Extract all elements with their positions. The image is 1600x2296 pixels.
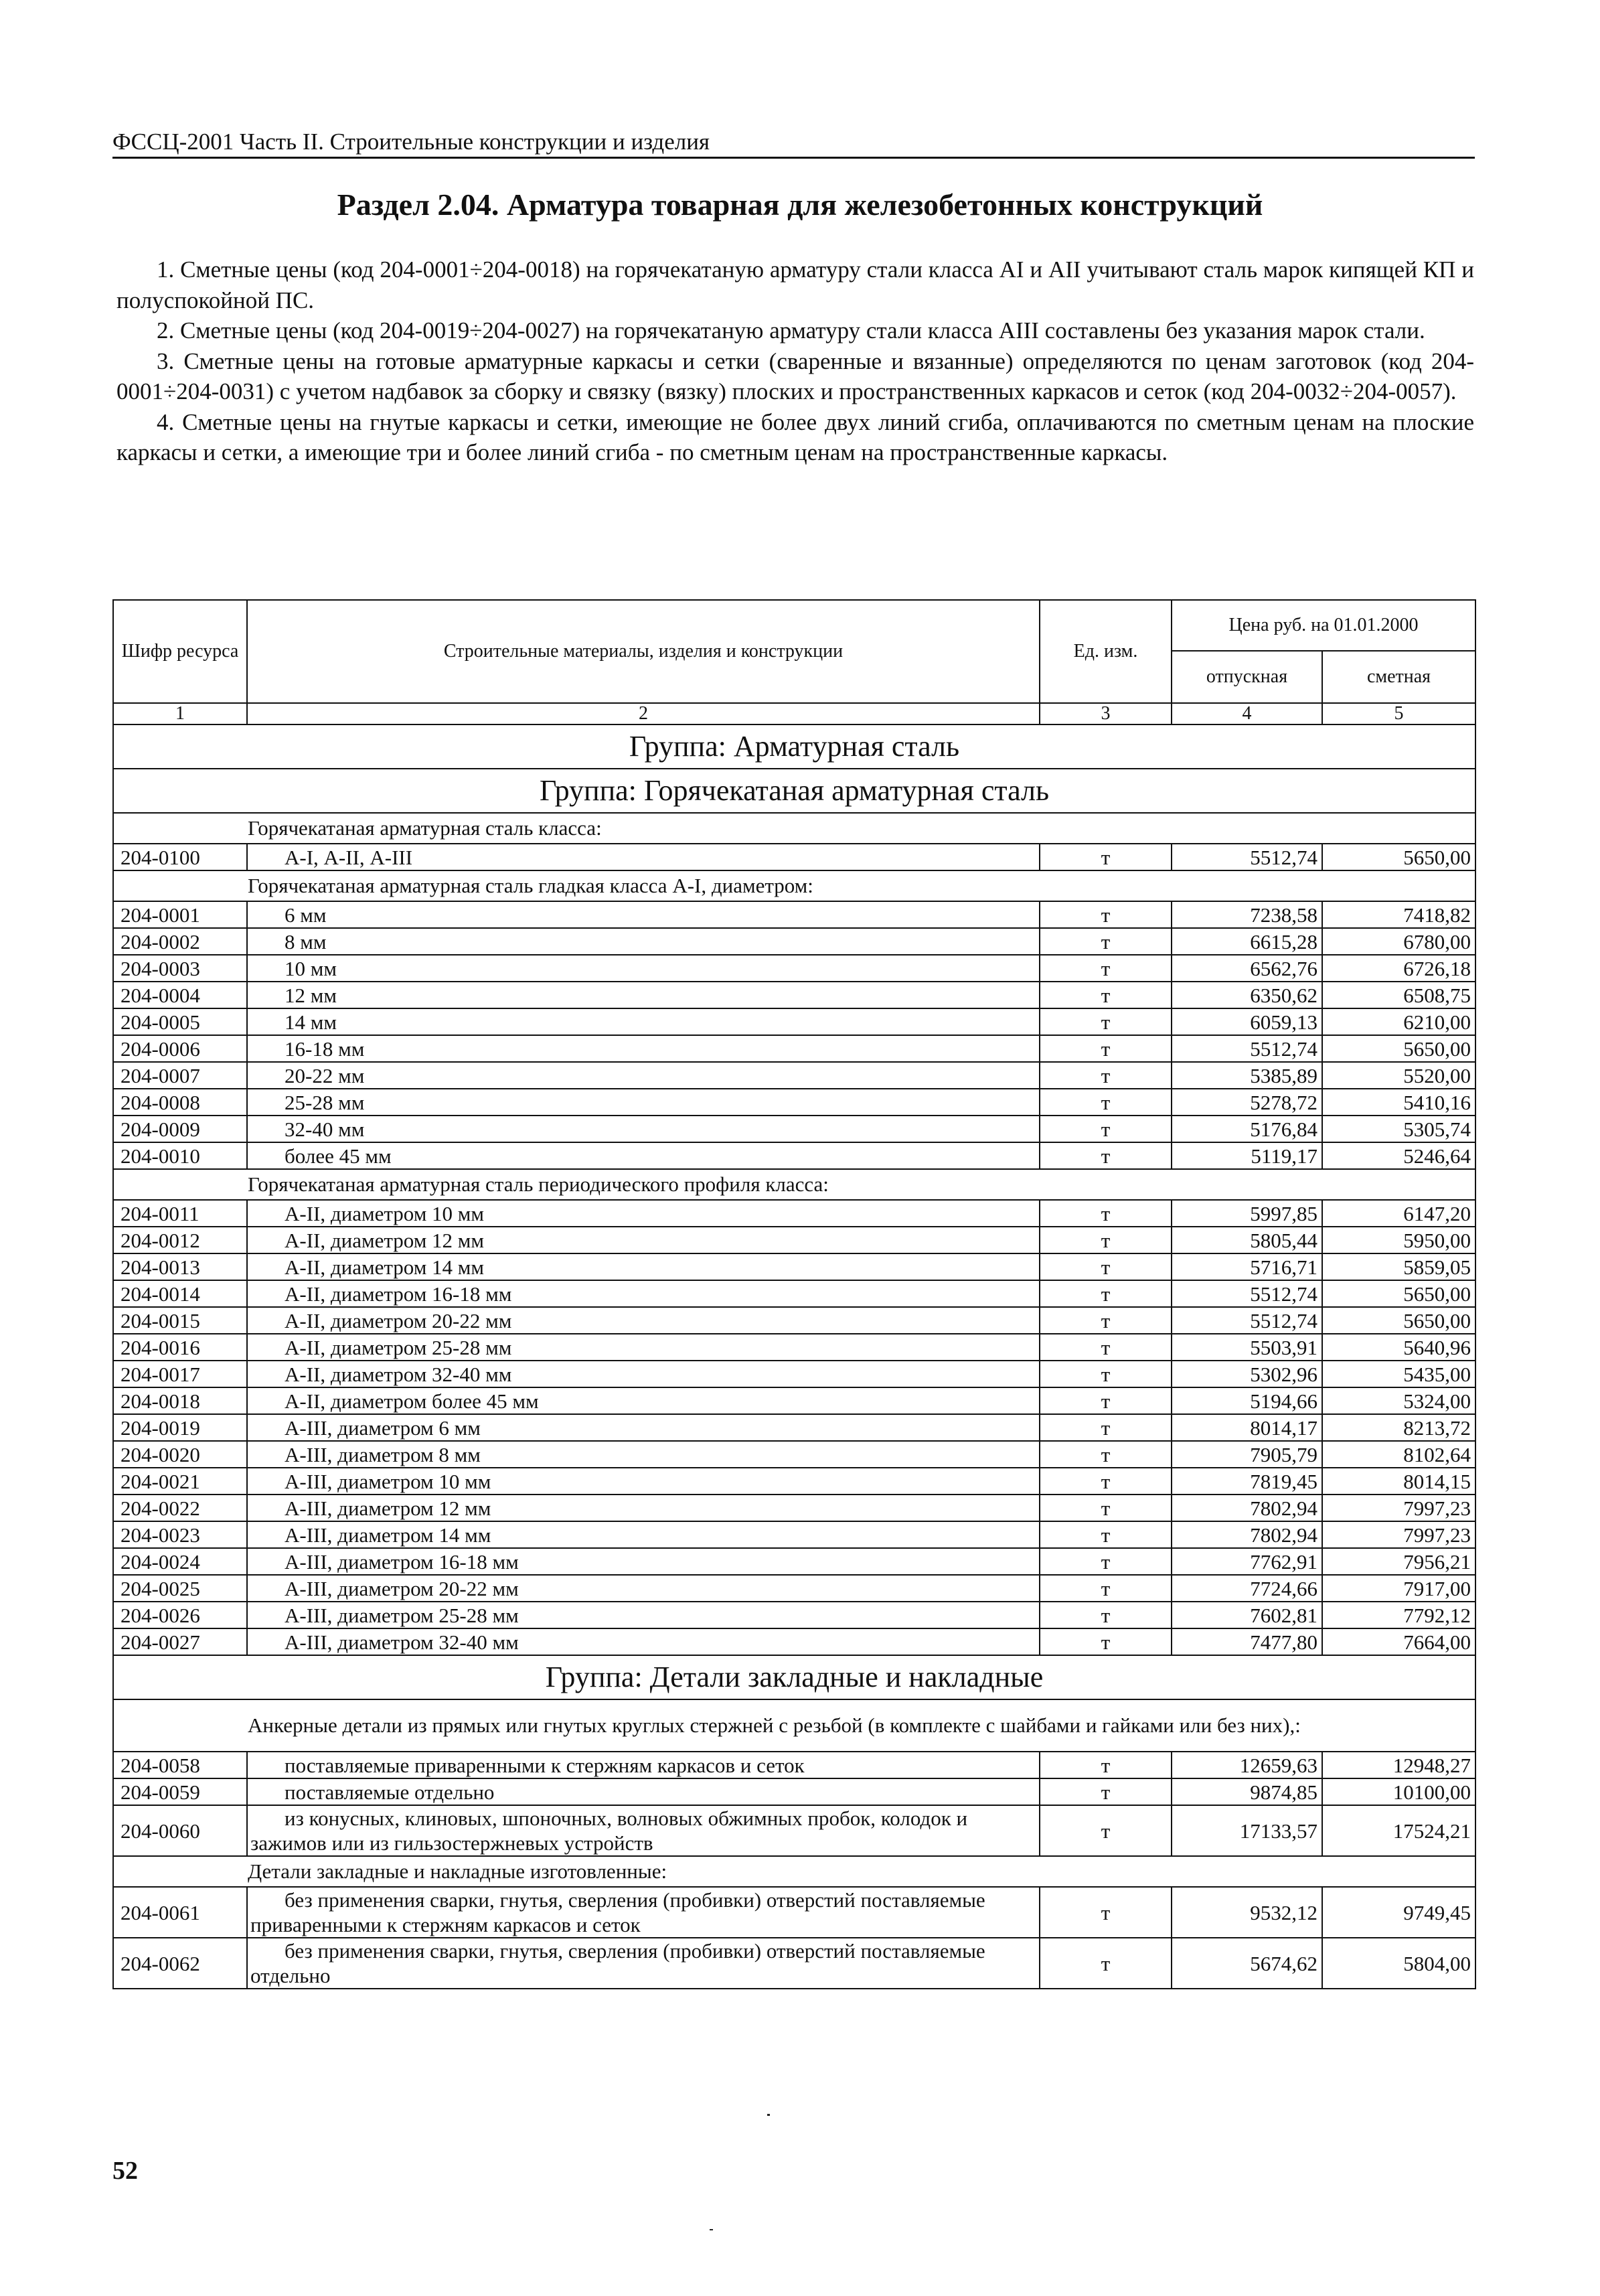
estimate-price: 8014,15 [1322,1468,1475,1495]
item-name: А-III, диаметром 8 мм [247,1441,1040,1468]
resource-code: 204-0059 [113,1778,247,1805]
item-name: 20-22 мм [247,1062,1040,1089]
estimate-price: 5246,64 [1322,1142,1475,1169]
estimate-price: 6210,00 [1322,1008,1475,1035]
item-name: А-II, диаметром 16-18 мм [247,1280,1040,1307]
release-price: 7477,80 [1172,1628,1322,1655]
table-row [113,1628,1475,1655]
subheading: Детали закладные и накладные изготовленные: [113,1856,1475,1887]
release-price: 5716,71 [1172,1253,1322,1280]
item-name: 25-28 мм [247,1089,1040,1116]
estimate-price: 9749,45 [1322,1887,1475,1938]
item-name: 16-18 мм [247,1035,1040,1062]
table-row [113,955,1475,982]
unit: т [1040,1602,1172,1628]
release-price: 17133,57 [1172,1805,1322,1856]
table-row [113,1521,1475,1548]
unit: т [1040,1752,1172,1778]
note-4: 4. Сметные цены на гнутые каркасы и сетки, имеющие не более двух линий сгиба, оплачиваются по сметным ценам на плоские каркасы и сетки, а имеющие три и более линий сгиба - по сметным ценам на пространственные каркасы. [116,408,1474,465]
item-name: 12 мм [247,982,1040,1008]
table-header-row [113,600,1475,651]
estimate-price: 17524,21 [1322,1805,1475,1856]
table-row [113,844,1475,870]
note-3: 3. Сметные цены на готовые арматурные каркасы и сетки (сваренные и вязанные) определяются по ценам заготовок (код 204-0001÷204-0031) с учетом надбавок за сборку и связку (вязку) плоских и пространственных каркасов и сеток (код 204-0032÷204-0057). [116,348,1474,404]
group-heading: Группа: Детали закладные и накладные [113,1655,1475,1699]
resource-code: 204-0062 [113,1938,247,1989]
estimate-price: 5804,00 [1322,1938,1475,1989]
resource-code: 204-0100 [113,844,247,870]
item-name: более 45 мм [247,1142,1040,1169]
release-price: 7802,94 [1172,1521,1322,1548]
estimate-price: 8213,72 [1322,1414,1475,1441]
release-price: 9874,85 [1172,1778,1322,1805]
item-name: 32-40 мм [247,1116,1040,1142]
release-price: 5512,74 [1172,1307,1322,1334]
resource-code: 204-0007 [113,1062,247,1089]
unit: т [1040,1307,1172,1334]
release-price: 6615,28 [1172,928,1322,955]
unit: т [1040,1035,1172,1062]
unit: т [1040,1062,1172,1089]
table-row [113,1495,1475,1521]
subheading: Горячекатаная арматурная сталь класса: [113,813,1475,844]
estimate-price: 6726,18 [1322,955,1475,982]
subheading-row [113,1169,1475,1200]
column-header-price-group: Цена руб. на 01.01.2000 [1172,600,1475,651]
scan-artifact [710,2229,713,2230]
table-row [113,1938,1475,1989]
release-price: 5385,89 [1172,1062,1322,1089]
resource-code: 204-0004 [113,982,247,1008]
estimate-price: 5435,00 [1322,1361,1475,1387]
unit: т [1040,1280,1172,1307]
unit: т [1040,1334,1172,1361]
estimate-price: 7664,00 [1322,1628,1475,1655]
column-header-name: Строительные материалы, изделия и конструкции [247,600,1040,703]
resource-code: 204-0005 [113,1008,247,1035]
subheading: Анкерные детали из прямых или гнутых круглых стержней с резьбой (в комплекте с шайбами и гайками или без них),: [113,1699,1475,1752]
release-price: 6350,62 [1172,982,1322,1008]
group-heading-row [113,1655,1475,1699]
item-name: А-II, диаметром 14 мм [247,1253,1040,1280]
release-price: 5997,85 [1172,1200,1322,1227]
resource-code: 204-0025 [113,1575,247,1602]
estimate-price: 7956,21 [1322,1548,1475,1575]
estimate-price: 10100,00 [1322,1778,1475,1805]
table-row [113,1414,1475,1441]
unit: т [1040,1805,1172,1856]
table-row [113,1142,1475,1169]
estimate-price: 12948,27 [1322,1752,1475,1778]
item-name: А-II, диаметром 12 мм [247,1227,1040,1253]
estimate-price: 5650,00 [1322,844,1475,870]
item-name: А-I, А-II, А-III [247,844,1040,870]
item-name: без применения сварки, гнутья, сверления (пробивки) отверстий поставляемые приваренными к стержням каркасов и сеток [247,1887,1040,1938]
estimate-price: 7792,12 [1322,1602,1475,1628]
page-number: 52 [112,2157,138,2185]
unit: т [1040,1628,1172,1655]
unit: т [1040,1887,1172,1938]
unit: т [1040,1441,1172,1468]
item-name: А-III, диаметром 20-22 мм [247,1575,1040,1602]
column-header-code: Шифр ресурса [113,600,247,703]
estimate-price: 5859,05 [1322,1253,1475,1280]
release-price: 5512,74 [1172,1280,1322,1307]
table-row [113,928,1475,955]
table-row [113,1200,1475,1227]
estimate-price: 5650,00 [1322,1307,1475,1334]
release-price: 9532,12 [1172,1887,1322,1938]
unit: т [1040,1938,1172,1989]
resource-code: 204-0058 [113,1752,247,1778]
unit: т [1040,901,1172,928]
table-row [113,1468,1475,1495]
resource-code: 204-0022 [113,1495,247,1521]
item-name: 10 мм [247,955,1040,982]
running-head: ФССЦ-2001 Часть II. Строительные конструкции и изделия [112,127,1475,159]
table-row [113,1307,1475,1334]
item-name: А-III, диаметром 6 мм [247,1414,1040,1441]
estimate-price: 5650,00 [1322,1280,1475,1307]
release-price: 5512,74 [1172,1035,1322,1062]
resource-code: 204-0060 [113,1805,247,1856]
release-price: 5805,44 [1172,1227,1322,1253]
estimate-price: 8102,64 [1322,1441,1475,1468]
unit: т [1040,1200,1172,1227]
unit: т [1040,1253,1172,1280]
table-row [113,1062,1475,1089]
price-table [112,599,1476,1989]
unit: т [1040,1521,1172,1548]
column-header-unit: Ед. изм. [1040,600,1172,703]
estimate-price: 5410,16 [1322,1089,1475,1116]
item-name: А-II, диаметром 25-28 мм [247,1334,1040,1361]
item-name: А-III, диаметром 12 мм [247,1495,1040,1521]
group-heading-row [113,769,1475,813]
release-price: 7724,66 [1172,1575,1322,1602]
estimate-price: 5324,00 [1322,1387,1475,1414]
release-price: 12659,63 [1172,1752,1322,1778]
release-price: 5278,72 [1172,1089,1322,1116]
table-body [113,724,1475,1989]
estimate-price: 6147,20 [1322,1200,1475,1227]
scan-artifact [767,2114,770,2116]
table-row [113,1778,1475,1805]
resource-code: 204-0012 [113,1227,247,1253]
table-row [113,1887,1475,1938]
item-name: А-III, диаметром 16-18 мм [247,1548,1040,1575]
item-name: из конусных, клиновых, шпоночных, волновых обжимных пробок, колодок и зажимов или из гильзостержневых устройств [247,1805,1040,1856]
resource-code: 204-0002 [113,928,247,955]
column-number-row [113,703,1475,724]
estimate-price: 5520,00 [1322,1062,1475,1089]
notes [116,254,1474,468]
table-row [113,1387,1475,1414]
estimate-price: 6508,75 [1322,982,1475,1008]
unit: т [1040,1227,1172,1253]
resource-code: 204-0020 [113,1441,247,1468]
estimate-price: 7917,00 [1322,1575,1475,1602]
table-row [113,1752,1475,1778]
unit: т [1040,928,1172,955]
item-name: поставляемые приваренными к стержням каркасов и сеток [247,1752,1040,1778]
resource-code: 204-0009 [113,1116,247,1142]
unit: т [1040,1468,1172,1495]
release-price: 5674,62 [1172,1938,1322,1989]
column-number: 5 [1322,703,1475,724]
unit: т [1040,1116,1172,1142]
column-header-estimate-price: сметная [1322,651,1475,703]
release-price: 7602,81 [1172,1602,1322,1628]
item-name: 6 мм [247,901,1040,928]
table-row [113,1116,1475,1142]
release-price: 5302,96 [1172,1361,1322,1387]
subheading: Горячекатаная арматурная сталь гладкая класса А-I, диаметром: [113,870,1475,901]
unit: т [1040,1361,1172,1387]
item-name: 14 мм [247,1008,1040,1035]
release-price: 5512,74 [1172,844,1322,870]
resource-code: 204-0008 [113,1089,247,1116]
estimate-price: 5640,96 [1322,1334,1475,1361]
item-name: А-II, диаметром более 45 мм [247,1387,1040,1414]
release-price: 5194,66 [1172,1387,1322,1414]
release-price: 6059,13 [1172,1008,1322,1035]
resource-code: 204-0023 [113,1521,247,1548]
table-row [113,1227,1475,1253]
unit: т [1040,1142,1172,1169]
release-price: 5119,17 [1172,1142,1322,1169]
release-price: 7238,58 [1172,901,1322,928]
estimate-price: 7997,23 [1322,1521,1475,1548]
resource-code: 204-0014 [113,1280,247,1307]
release-price: 5503,91 [1172,1334,1322,1361]
table-row [113,1361,1475,1387]
unit: т [1040,955,1172,982]
table-row [113,1334,1475,1361]
resource-code: 204-0015 [113,1307,247,1334]
table-row [113,1575,1475,1602]
item-name: А-II, диаметром 32-40 мм [247,1361,1040,1387]
release-price: 8014,17 [1172,1414,1322,1441]
resource-code: 204-0001 [113,901,247,928]
table-row [113,1548,1475,1575]
column-number: 2 [247,703,1040,724]
subheading-row [113,1699,1475,1752]
estimate-price: 7418,82 [1322,901,1475,928]
release-price: 7802,94 [1172,1495,1322,1521]
unit: т [1040,1414,1172,1441]
column-header-release-price: отпускная [1172,651,1322,703]
table-row [113,1035,1475,1062]
resource-code: 204-0006 [113,1035,247,1062]
unit: т [1040,982,1172,1008]
resource-code: 204-0017 [113,1361,247,1387]
table-row [113,1280,1475,1307]
subheading: Горячекатаная арматурная сталь периодического профиля класса: [113,1169,1475,1200]
unit: т [1040,1575,1172,1602]
column-number: 4 [1172,703,1322,724]
table-row [113,982,1475,1008]
subheading-row [113,1856,1475,1887]
table-row [113,1253,1475,1280]
release-price: 5176,84 [1172,1116,1322,1142]
group-heading: Группа: Горячекатаная арматурная сталь [113,769,1475,813]
group-heading: Группа: Арматурная сталь [113,724,1475,769]
table-row [113,1089,1475,1116]
estimate-price: 5950,00 [1322,1227,1475,1253]
item-name: без применения сварки, гнутья, сверления (пробивки) отверстий поставляемые отдельно [247,1938,1040,1989]
unit: т [1040,1495,1172,1521]
column-number: 3 [1040,703,1172,724]
table-row [113,1008,1475,1035]
resource-code: 204-0010 [113,1142,247,1169]
unit: т [1040,1778,1172,1805]
item-name: поставляемые отдельно [247,1778,1040,1805]
estimate-price: 7997,23 [1322,1495,1475,1521]
note-1: 1. Сметные цены (код 204-0001÷204-0018) на горячекатаную арматуру стали класса АI и АII учитывают сталь марок кипящей КП и полуспокойной ПС. [116,256,1474,313]
resource-code: 204-0061 [113,1887,247,1938]
section-title: Раздел 2.04. Арматура товарная для железобетонных конструкций [337,187,1263,222]
release-price: 7762,91 [1172,1548,1322,1575]
resource-code: 204-0019 [113,1414,247,1441]
item-name: А-III, диаметром 25-28 мм [247,1602,1040,1628]
group-heading-row [113,724,1475,769]
release-price: 7905,79 [1172,1441,1322,1468]
table-row [113,1602,1475,1628]
unit: т [1040,844,1172,870]
resource-code: 204-0026 [113,1602,247,1628]
estimate-price: 5650,00 [1322,1035,1475,1062]
subheading-row [113,813,1475,844]
release-price: 7819,45 [1172,1468,1322,1495]
item-name: А-III, диаметром 14 мм [247,1521,1040,1548]
item-name: А-II, диаметром 10 мм [247,1200,1040,1227]
resource-code: 204-0016 [113,1334,247,1361]
note-2: 2. Сметные цены (код 204-0019÷204-0027) на горячекатаную арматуру стали класса АIII составлены без указания марок стали. [157,317,1425,343]
estimate-price: 6780,00 [1322,928,1475,955]
table-row [113,1805,1475,1856]
resource-code: 204-0024 [113,1548,247,1575]
item-name: 8 мм [247,928,1040,955]
unit: т [1040,1387,1172,1414]
table-row [113,1441,1475,1468]
item-name: А-III, диаметром 10 мм [247,1468,1040,1495]
resource-code: 204-0021 [113,1468,247,1495]
subheading-row [113,870,1475,901]
resource-code: 204-0011 [113,1200,247,1227]
release-price: 6562,76 [1172,955,1322,982]
item-name: А-III, диаметром 32-40 мм [247,1628,1040,1655]
estimate-price: 5305,74 [1322,1116,1475,1142]
unit: т [1040,1548,1172,1575]
resource-code: 204-0018 [113,1387,247,1414]
item-name: А-II, диаметром 20-22 мм [247,1307,1040,1334]
resource-code: 204-0027 [113,1628,247,1655]
column-number: 1 [113,703,247,724]
unit: т [1040,1008,1172,1035]
resource-code: 204-0003 [113,955,247,982]
table-row [113,901,1475,928]
unit: т [1040,1089,1172,1116]
resource-code: 204-0013 [113,1253,247,1280]
